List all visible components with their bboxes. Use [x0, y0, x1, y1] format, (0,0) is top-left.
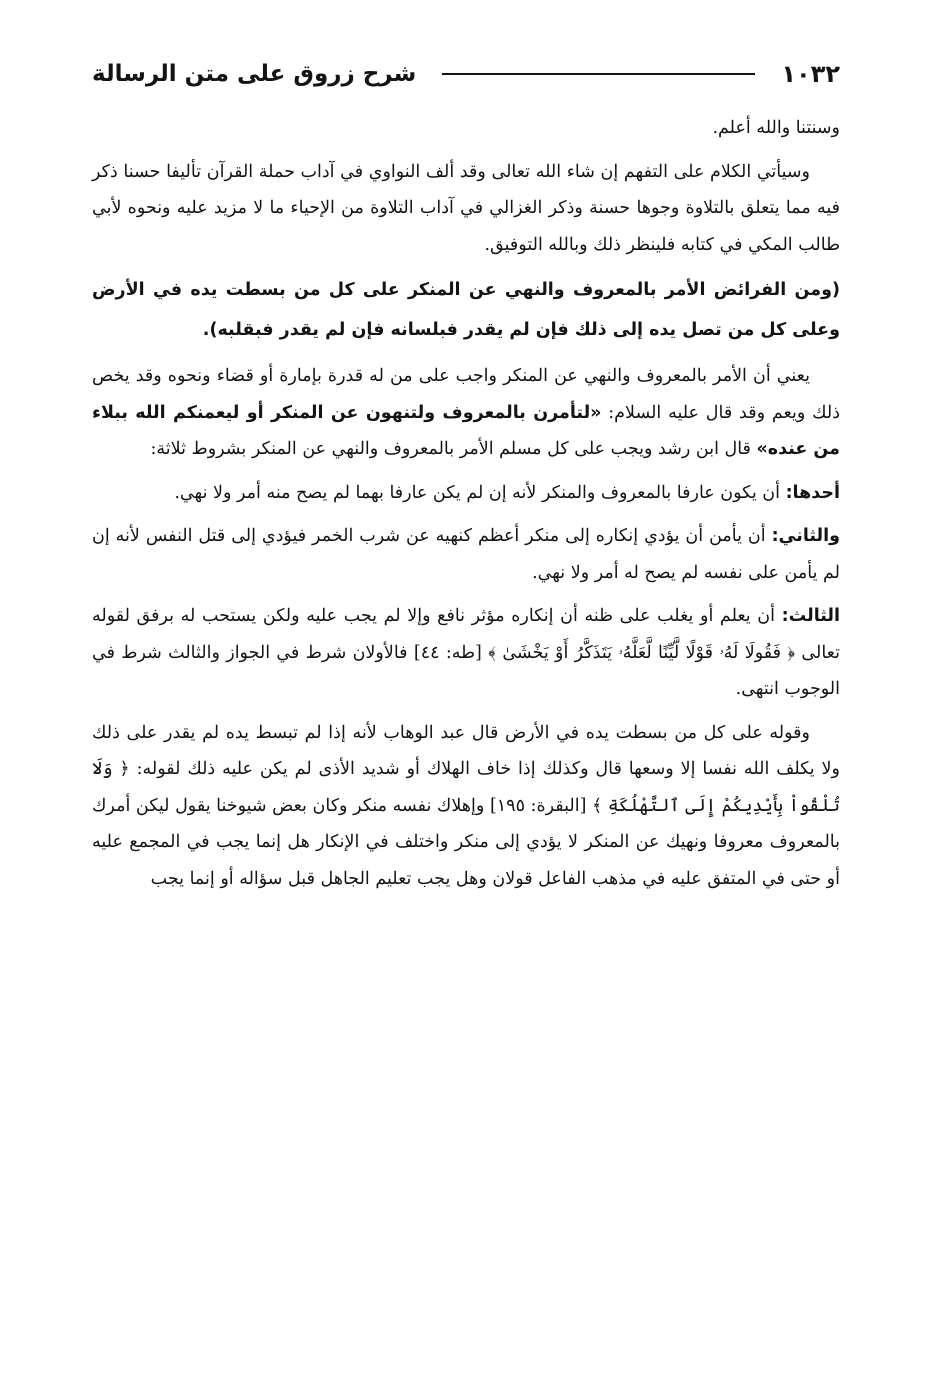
running-title: شرح زروق على متن الرسالة: [92, 61, 417, 87]
page-number: ١٠٣٢: [781, 60, 840, 88]
paragraph: [92, 110, 840, 147]
paragraph-text: أن يعلم أو يغلب على ظنه أن إنكاره مؤثر نافع وإلا لم يجب عليه ولكن يستحب له برفق لقوله تعالى: [92, 606, 840, 663]
paragraph: [92, 715, 840, 898]
quran-verse: ﴿ وَلَا تُلْقُواْ بِأَيْدِيكُمْ إِلَى ٱلتَّهْلُكَةِ ﴾: [92, 759, 840, 816]
matn-text-content: (ومن الفرائض الأمر بالمعروف والنهي عن المنكر على كل من بسطت يده في الأرض وعلى كل من تصل يده إلى ذلك فإن لم يقدر فبلسانه فإن لم يقدر فبقلبه).: [92, 280, 840, 340]
paragraph-text: قال ابن رشد ويجب على كل مسلم الأمر بالمعروف والنهي عن المنكر بشروط ثلاثة:: [150, 439, 757, 459]
condition-label: والثاني:: [771, 526, 840, 546]
paragraph-text: أن يأمن أن يؤدي إنكاره إلى منكر أعظم كنهيه عن شرب الخمر فيؤدي إلى قتل النفس لأنه إن لم يأمن على نفسه لم يصح له أمر ولا نهي.: [92, 526, 840, 583]
condition-label: الثالث:: [781, 606, 840, 626]
paragraph: [92, 358, 840, 468]
paragraph-text: وسنتنا والله أعلم.: [712, 118, 840, 138]
condition-label: أحدها:: [785, 482, 840, 503]
verse-reference: [طه: ٤٤]: [413, 642, 489, 663]
quran-verse: ﴿ فَقُولَا لَهُۥ قَوْلًا لَّيِّنًا لَّعَلَّهُۥ يَتَذَكَّرُ أَوْ يَخْشَىٰ ﴾: [488, 642, 796, 663]
paragraph: [92, 154, 840, 264]
paragraph-text: أن يكون عارفا بالمعروف والمنكر لأنه إن لم يكن عارفا بهما لم يصح منه أمر ولا نهي.: [174, 482, 786, 503]
paragraph-text: وسيأتي الكلام على التفهم إن شاء الله تعالى وقد ألف النواوي في آداب حملة القرآن تأليفا حسنا ذكر فيه مما يتعلق بالتلاوة وجوها حسنة وذكر الغزالي في آداب التلاوة من الإحياء ما لا مزيد عليه ونحوه لأبي طالب المكي في كتابه فلينظر ذلك وبالله التوفيق.: [92, 161, 840, 255]
running-header: [92, 52, 840, 96]
header-rule: [442, 73, 755, 75]
paragraph-text: فالأولان شرط في الجواز والثالث شرط في الوجوب انتهى.: [92, 642, 840, 699]
matn-text: [92, 270, 840, 350]
page-body: [92, 110, 840, 897]
paragraph: [92, 518, 840, 591]
hadith-quote: «لتأمرن بالمعروف ولتنهون عن المنكر أو ليعمنكم الله ببلاء من عنده»: [92, 402, 840, 459]
paragraph-text: وإهلاك نفسه منكر وكان بعض شيوخنا يقول ليكن أمرك بالمعروف معروفا ونهيك عن المنكر لا يؤدي إلى منكر واختلف في الإنكار هل إنما يجب في المجمع عليه أو حتى في المتفق عليه في مذهب الفاعل قولان وهل يجب تعليم الجاهل قبل سؤاله أو إنما يجب: [92, 795, 840, 889]
paragraph-text: يعني أن الأمر بالمعروف والنهي عن المنكر واجب على من له قدرة بإمارة أو قضاء ونحوه وقد يخص ذلك ويعم وقد قال عليه السلام:: [92, 366, 840, 423]
paragraph: [92, 598, 840, 708]
verse-reference: [البقرة: ١٩٥]: [489, 795, 593, 816]
paragraph-text: وقوله على كل من بسطت يده في الأرض قال عبد الوهاب لأنه إذا لم تبسط يده لم يقدر على ذلك ولا يكلف الله نفسا إلا وسعها قال وكذلك إذا خاف الهلاك أو شديد الأذى لم يكن عليه ذلك لقوله:: [92, 722, 840, 779]
paragraph: [92, 475, 840, 512]
